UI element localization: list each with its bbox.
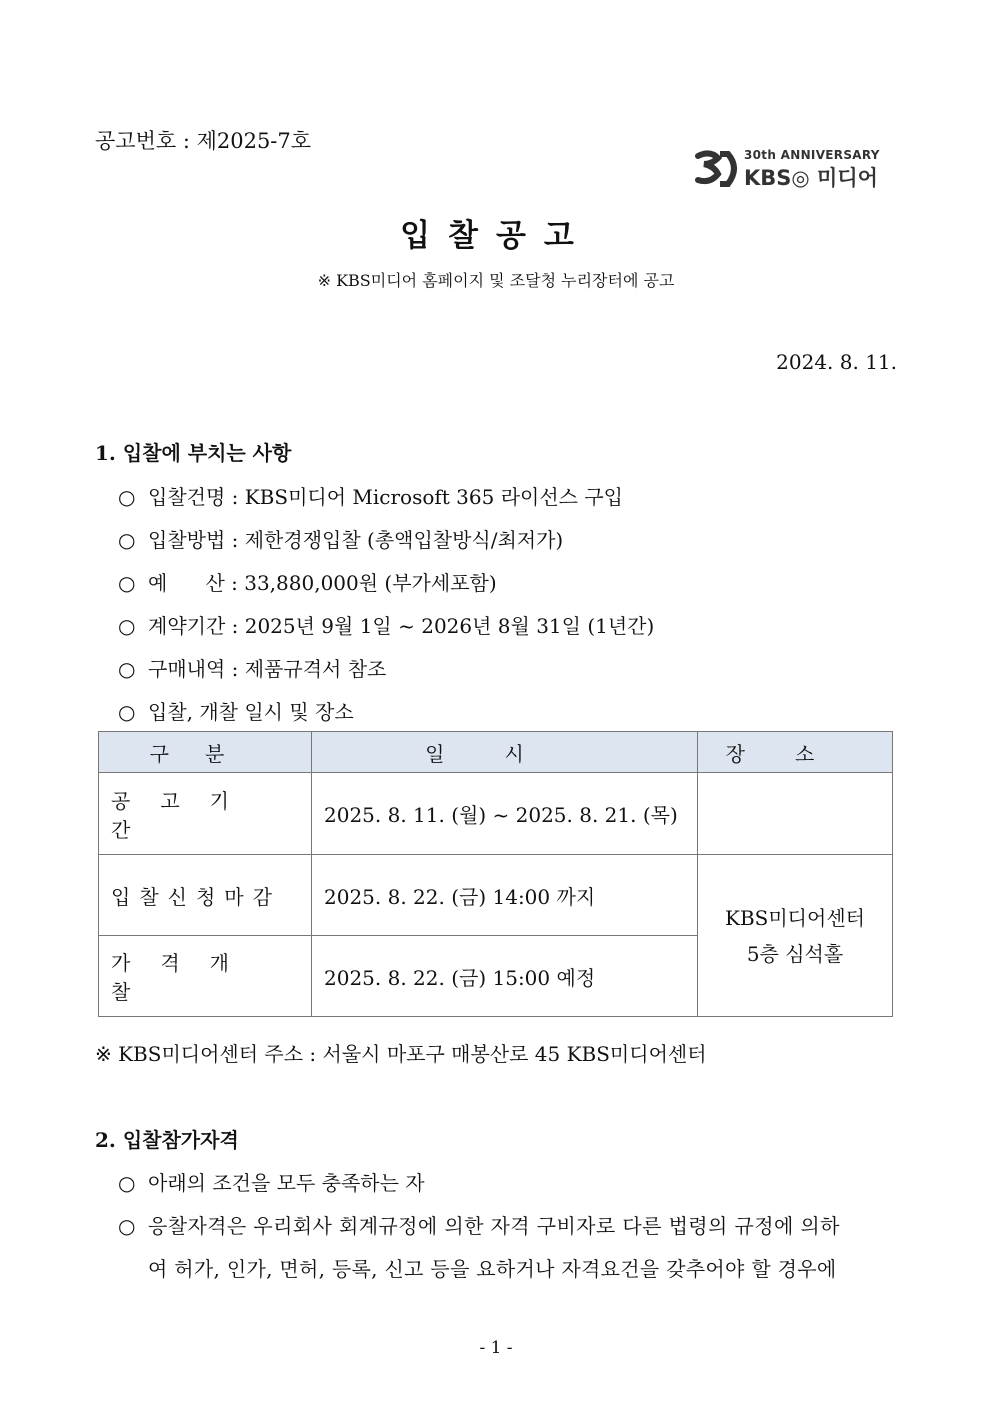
row-label: 가격개찰 xyxy=(99,936,312,1017)
bullet-icon: ○ xyxy=(118,1214,136,1238)
list-item: ○ 응찰자격은 우리회사 회계규정에 의한 자격 구비자로 다른 법령의 규정에 의하 xyxy=(118,1214,840,1238)
logo-brand-text: KBS◎ 미디어 xyxy=(744,166,878,190)
list-item: ○ 입찰건명 : KBS미디어 Microsoft 365 라이선스 구입 xyxy=(118,485,623,509)
place-line-2: 5층 심석홀 xyxy=(746,941,844,966)
row-place xyxy=(698,855,893,1017)
bullet-icon: ○ xyxy=(118,571,136,595)
bullet-icon: ○ xyxy=(118,700,136,724)
place-line-1: KBS미디어센터 xyxy=(725,905,865,930)
anniversary-emblem-icon xyxy=(694,148,742,190)
bullet-icon: ○ xyxy=(118,485,136,509)
bullet-icon: ○ xyxy=(118,1171,136,1195)
row-label: 공고기간 xyxy=(99,773,312,855)
notice-number: 공고번호 : 제2025-7호 xyxy=(95,129,312,153)
address-note: ※ KBS미디어센터 주소 : 서울시 마포구 매봉산로 45 KBS미디어센터 xyxy=(95,1042,707,1066)
header-place: 장소 xyxy=(698,732,893,773)
page-number: - 1 - xyxy=(479,1338,513,1358)
schedule-table xyxy=(98,731,893,1017)
table-row xyxy=(99,855,893,936)
list-item-continuation: 여 허가, 인가, 면허, 등록, 신고 등을 요하거나 자격요건을 갖추어야 할 경우에 xyxy=(148,1257,837,1281)
section-1-heading: 1. 입찰에 부치는 사항 xyxy=(95,441,292,465)
list-item: ○ 구매내역 : 제품규격서 참조 xyxy=(118,657,387,681)
list-item: ○ 아래의 조건을 모두 충족하는 자 xyxy=(118,1171,425,1195)
row-datetime: 2025. 8. 11. (월) ~ 2025. 8. 21. (목) xyxy=(312,773,698,855)
table-row xyxy=(99,773,893,855)
bullet-icon: ○ xyxy=(118,614,136,638)
bullet-icon: ○ xyxy=(118,657,136,681)
page-title: 입찰공고 xyxy=(400,218,592,254)
announcement-date: 2024. 8. 11. xyxy=(776,350,897,374)
row-datetime: 2025. 8. 22. (금) 14:00 까지 xyxy=(312,855,698,936)
header-datetime: 일시 xyxy=(312,732,698,773)
list-item: ○ 입찰방법 : 제한경쟁입찰 (총액입찰방식/최저가) xyxy=(118,528,564,552)
logo-anniversary-text: 30th ANNIVERSARY xyxy=(744,148,880,162)
table-header-row xyxy=(99,732,893,773)
kbs-media-logo xyxy=(694,148,898,190)
row-datetime: 2025. 8. 22. (금) 15:00 예정 xyxy=(312,936,698,1017)
header-category: 구분 xyxy=(99,732,312,773)
list-item: ○ 입찰, 개찰 일시 및 장소 xyxy=(118,700,354,724)
row-label: 입찰신청마감 xyxy=(99,855,312,936)
list-item: ○ 계약기간 : 2025년 9월 1일 ~ 2026년 8월 31일 (1년간) xyxy=(118,614,655,638)
row-place-empty xyxy=(698,773,893,855)
page-subtitle: ※ KBS미디어 홈페이지 및 조달청 누리장터에 공고 xyxy=(317,271,675,290)
section-2-heading: 2. 입찰참가자격 xyxy=(95,1128,239,1152)
bullet-icon: ○ xyxy=(118,528,136,552)
list-item: ○ 예 산 : 33,880,000원 (부가세포함) xyxy=(118,571,497,595)
